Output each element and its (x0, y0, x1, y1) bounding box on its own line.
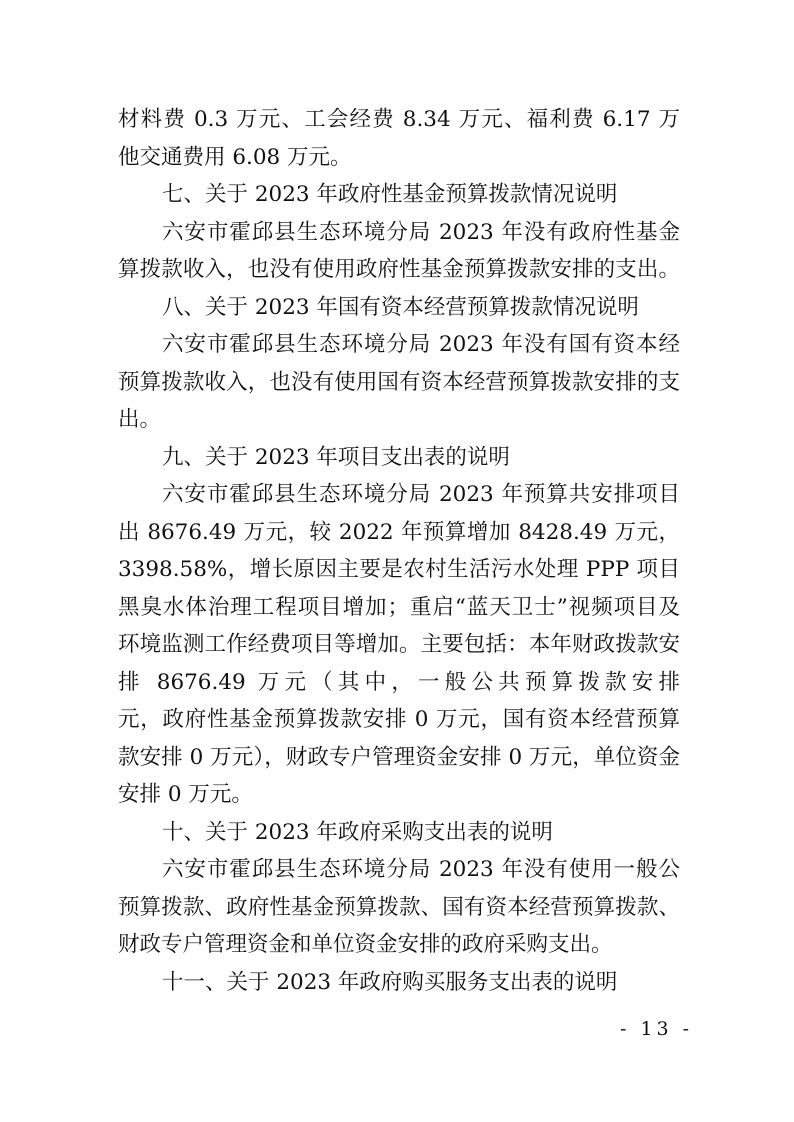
section-heading-7: 七、关于 2023 年政府性基金预算拨款情况说明 (162, 182, 618, 207)
text-line: 算拨款收入，也没有使用政府性基金预算拨款安排的支出。 (118, 257, 680, 282)
text-line: 元，政府性基金预算拨款安排 0 万元，国有资本经营预算 (118, 707, 680, 732)
text-line: 六安市霍邱县生态环境分局 2023 年没有国有资本经 (162, 332, 680, 357)
document-body (118, 101, 680, 1001)
section-heading-11: 十一、关于 2023 年政府购买服务支出表的说明 (162, 969, 618, 995)
text-line: 安排 0 万元。 (118, 782, 253, 807)
text-line: 材料费 0.3 万元、工会经费 8.34 万元、福利费 6.17 万 (118, 107, 680, 132)
text-line: 六安市霍邱县生态环境分局 2023 年预算共安排项目 (162, 482, 680, 507)
text-line: 六安市霍邱县生态环境分局 2023 年没有使用一般公 (162, 857, 680, 882)
text-line: 财政专户管理资金和单位资金安排的政府采购支出。 (118, 932, 613, 957)
section-heading-8: 八、关于 2023 年国有资本经营预算拨款情况说明 (162, 294, 639, 320)
text-line: 他交通费用 6.08 万元。 (118, 144, 352, 170)
text-line: 出 8676.49 万元，较 2022 年预算增加 8428.49 万元， (118, 519, 680, 545)
text-line: 3398.58%，增长原因主要是农村生活污水处理 PPP 项目 (118, 557, 680, 582)
text-line: 环境监测工作经费项目等增加。主要包括：本年财政拨款安 (118, 632, 680, 657)
section-heading-9: 九、关于 2023 年项目支出表的说明 (162, 444, 510, 470)
text-line: 出。 (118, 407, 162, 432)
text-line: 预算拨款、政府性基金预算拨款、国有资本经营预算拨款、 (118, 894, 680, 920)
page-number: - 13 - (620, 1018, 694, 1040)
text-line: 款安排 0 万元），财政专户管理资金安排 0 万元，单位资金 (118, 744, 680, 770)
text-line: 排 8676.49 万元（其中，一般公共预算拨款安排 (118, 669, 680, 695)
text-line: 黑臭水体治理工程项目增加；重启“蓝天卫士”视频项目及 (118, 594, 680, 620)
text-line: 六安市霍邱县生态环境分局 2023 年没有政府性基金 (162, 219, 680, 245)
section-heading-10: 十、关于 2023 年政府采购支出表的说明 (162, 819, 553, 845)
text-line: 预算拨款收入，也没有使用国有资本经营预算拨款安排的支 (118, 369, 680, 395)
